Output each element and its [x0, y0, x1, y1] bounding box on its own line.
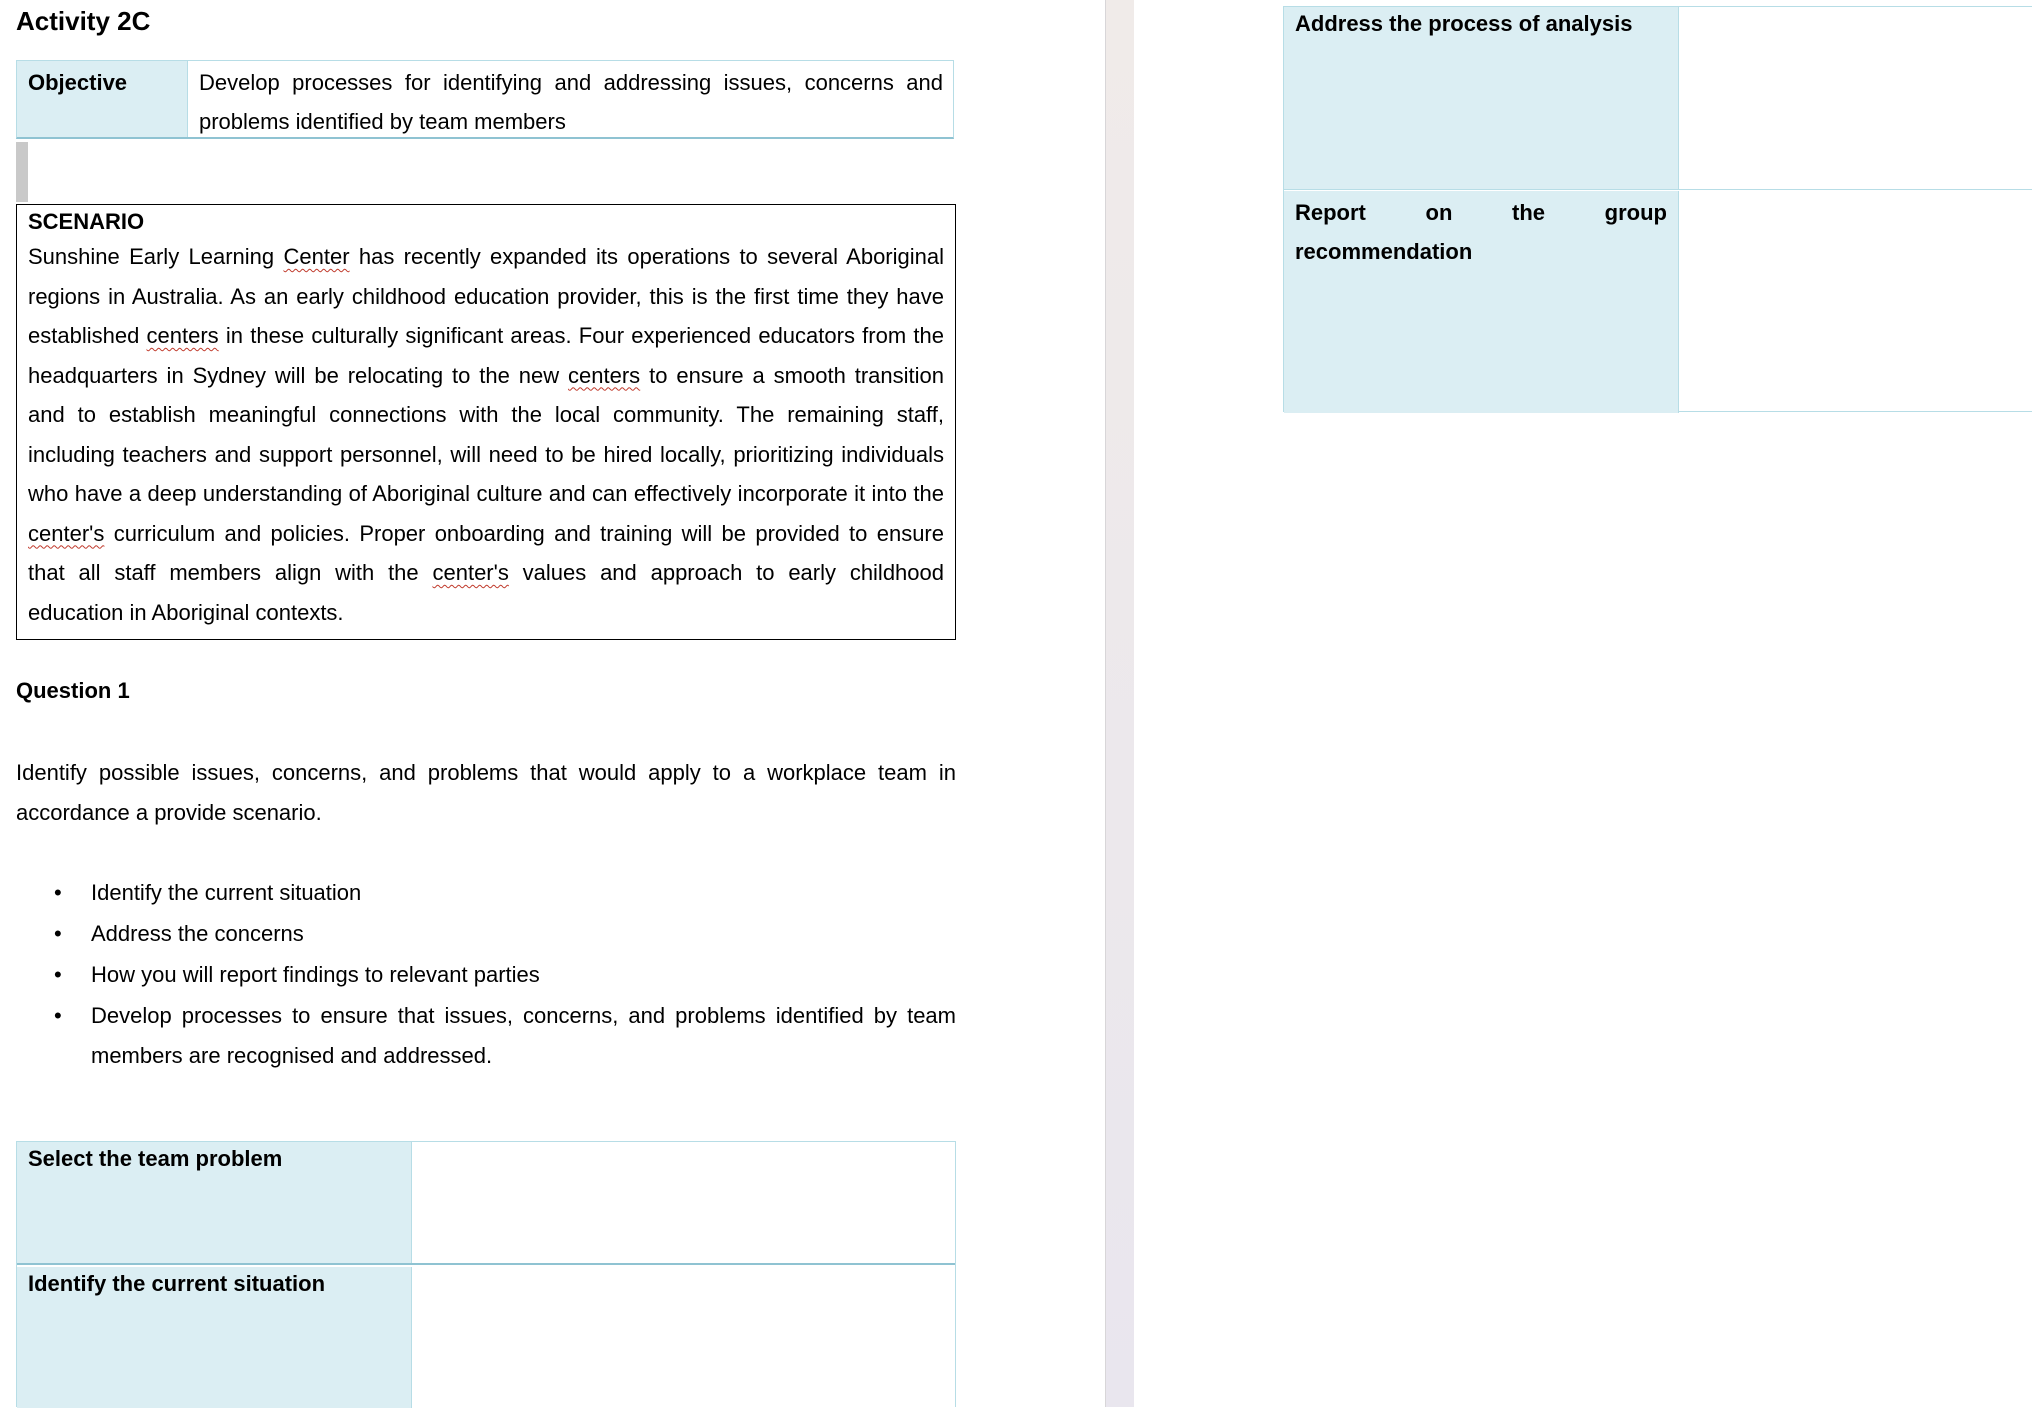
answer-table-right	[1283, 6, 2032, 412]
spelling-flag[interactable]: centers	[568, 362, 641, 388]
group-recommendation-line2: recommendation	[1295, 239, 1473, 264]
group-recommendation-label	[1284, 191, 1679, 413]
group-recommendation-cell[interactable]	[1679, 191, 2032, 413]
process-analysis-cell[interactable]	[1679, 7, 2032, 189]
team-problem-cell[interactable]	[412, 1142, 955, 1263]
objective-table	[16, 60, 954, 139]
bullet-icon: •	[54, 962, 62, 987]
process-analysis-label: Address the process of analysis	[1284, 7, 1679, 189]
table-row	[17, 1142, 955, 1265]
question-bullet-list	[16, 873, 956, 1077]
scenario-text-part: to ensure a smooth transition and to establish meaningful connections with the local community. The remaining staff, including teachers and support personnel, will need to be hired locally, prioritizing individuals who have a deep understanding of Aboriginal culture and can effectively incorporate it into the	[28, 362, 944, 506]
scenario-text-part: in these culturally significant areas. Four experienced educators from the headquarters in Sydney will be relocating to the new	[28, 323, 944, 388]
document-page-right	[1134, 0, 2032, 1407]
spelling-flag[interactable]: centers	[146, 323, 219, 348]
scenario-text-part: has recently expanded its operations to several Aboriginal regions in Australia. As an early childhood education provider, this is the first time they have established	[28, 244, 945, 348]
list-item-text: Develop processes to ensure that issues, concerns, and problems identified by team members are recognised and addressed.	[91, 1003, 956, 1068]
objective-label: Objective	[17, 61, 188, 137]
spelling-flag[interactable]: Center	[283, 244, 350, 269]
table-row	[1284, 191, 2032, 413]
objective-text[interactable]: Develop processes for identifying and addressing issues, concerns and problems identified by team members	[199, 70, 943, 134]
label-word: group	[1604, 200, 1667, 225]
scenario-heading: SCENARIO	[28, 209, 145, 234]
label-word: the	[1512, 200, 1546, 225]
scenario-box	[16, 204, 956, 640]
spelling-flag[interactable]: center's	[28, 520, 105, 546]
label-word: Report	[1295, 200, 1366, 225]
bullet-icon: •	[54, 921, 62, 946]
page-title: Activity 2C	[16, 6, 151, 36]
spelling-flag[interactable]: center's	[432, 560, 509, 585]
scenario-text[interactable]	[28, 237, 944, 632]
bullet-icon: •	[54, 1003, 62, 1028]
list-item-text: How you will report findings to relevant parties	[91, 962, 540, 987]
question-text[interactable]: Identify possible issues, concerns, and problems that would apply to a workplace team in accordance a provide scenario.	[16, 760, 956, 825]
list-item[interactable]	[16, 873, 956, 913]
table-row	[1284, 7, 2032, 190]
paragraph-marker	[16, 142, 28, 202]
scenario-text-part: Sunshine Early Learning	[28, 244, 284, 269]
scenario-text-part: values and approach to early childhood education in Aboriginal contexts.	[28, 560, 945, 625]
list-item[interactable]	[16, 955, 956, 995]
bullet-icon: •	[54, 880, 62, 905]
list-item-text: Identify the current situation	[91, 880, 362, 905]
group-recommendation-line1	[1295, 193, 1667, 232]
page-gutter	[1105, 0, 1135, 1407]
question-heading: Question 1	[16, 678, 130, 703]
answer-table-left	[16, 1141, 956, 1407]
list-item-text: Address the concerns	[91, 921, 304, 946]
scenario-text-part: curriculum and policies. Proper onboarding and training will be provided to ensure that all staff members align with the	[28, 520, 944, 585]
list-item[interactable]	[16, 996, 956, 1075]
current-situation-cell[interactable]	[412, 1267, 955, 1408]
current-situation-label: Identify the current situation	[17, 1267, 412, 1408]
list-item[interactable]	[16, 914, 956, 954]
table-row	[17, 1267, 955, 1408]
label-word: on	[1425, 200, 1453, 225]
team-problem-label: Select the team problem	[17, 1142, 412, 1263]
